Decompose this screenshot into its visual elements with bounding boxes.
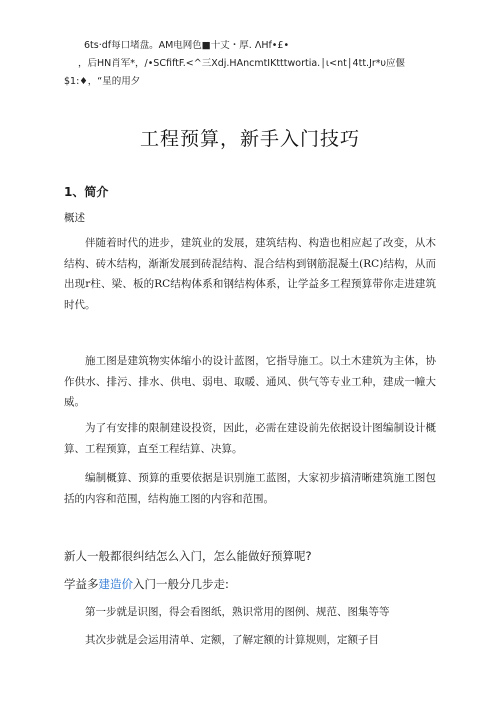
steps-intro-pre: 学益多 — [64, 577, 99, 591]
header-noise-line: 6ts·df每口堵盘。AM电网色■十丈・厚. ΛHf•£• — [84, 40, 290, 51]
steps-intro-post: 入门一般分几步走: — [133, 577, 229, 591]
header-noise-line: ，后HN肖军*，/•SCfiftF.<^三Xdj.HAncmtIKtttwortia.│ι<nt│4tt.Jr*υ应偃 — [78, 58, 406, 69]
paragraph: 施工图是建筑物实体缩小的设计蓝图，它指导施工。以土木建筑为主体，协作供水、排污、排水、供电、弱电、取暖、通风、供气等专业工种，建成一幢大威。 — [64, 355, 436, 408]
section-heading: 1、简介 — [64, 185, 109, 199]
question-heading: 新人一般都很纠结怎么入门，怎么能做好预算呢? — [64, 549, 312, 563]
overview-label: 概述 — [64, 212, 85, 224]
document-title: 工程预算，新手入门技巧 — [139, 128, 360, 150]
paragraph: 伴随着时代的进步，建筑业的发展，建筑结构、构造也相应起了改变，从木结构、砖木结构，渐渐发展到砖混结构、混合结构到钢筋混凝土(RC)结构，从而出现r柱、梁、板的RC结构体系和钢结构体系，让学益多工程预算带你走进建筑时代。 — [64, 237, 436, 311]
step-item: 其次步就是会运用清单、定额，了解定额的计算规则，定额子目 — [85, 634, 379, 646]
paragraph: 编制概算、预算的重要依据是识别施工蓝图，大家初步搞清晰建筑施工图包括的内容和范围，结构施工图的内容和范围。 — [64, 472, 436, 505]
header-noise-line: $1:♦，“星的用夕 — [64, 76, 141, 87]
construction-cost-link[interactable]: 建造价 — [98, 577, 133, 591]
step-item: 第一步就是识图，得会看图纸，熟识常用的图例、规范、图集等等 — [85, 606, 390, 618]
paragraph: 为了有安排的限制建设投资，因此，必需在建设前先依据设计图编制设计概算、工程预算，直至工程结算、决算。 — [64, 422, 436, 455]
steps-intro — [64, 576, 229, 592]
